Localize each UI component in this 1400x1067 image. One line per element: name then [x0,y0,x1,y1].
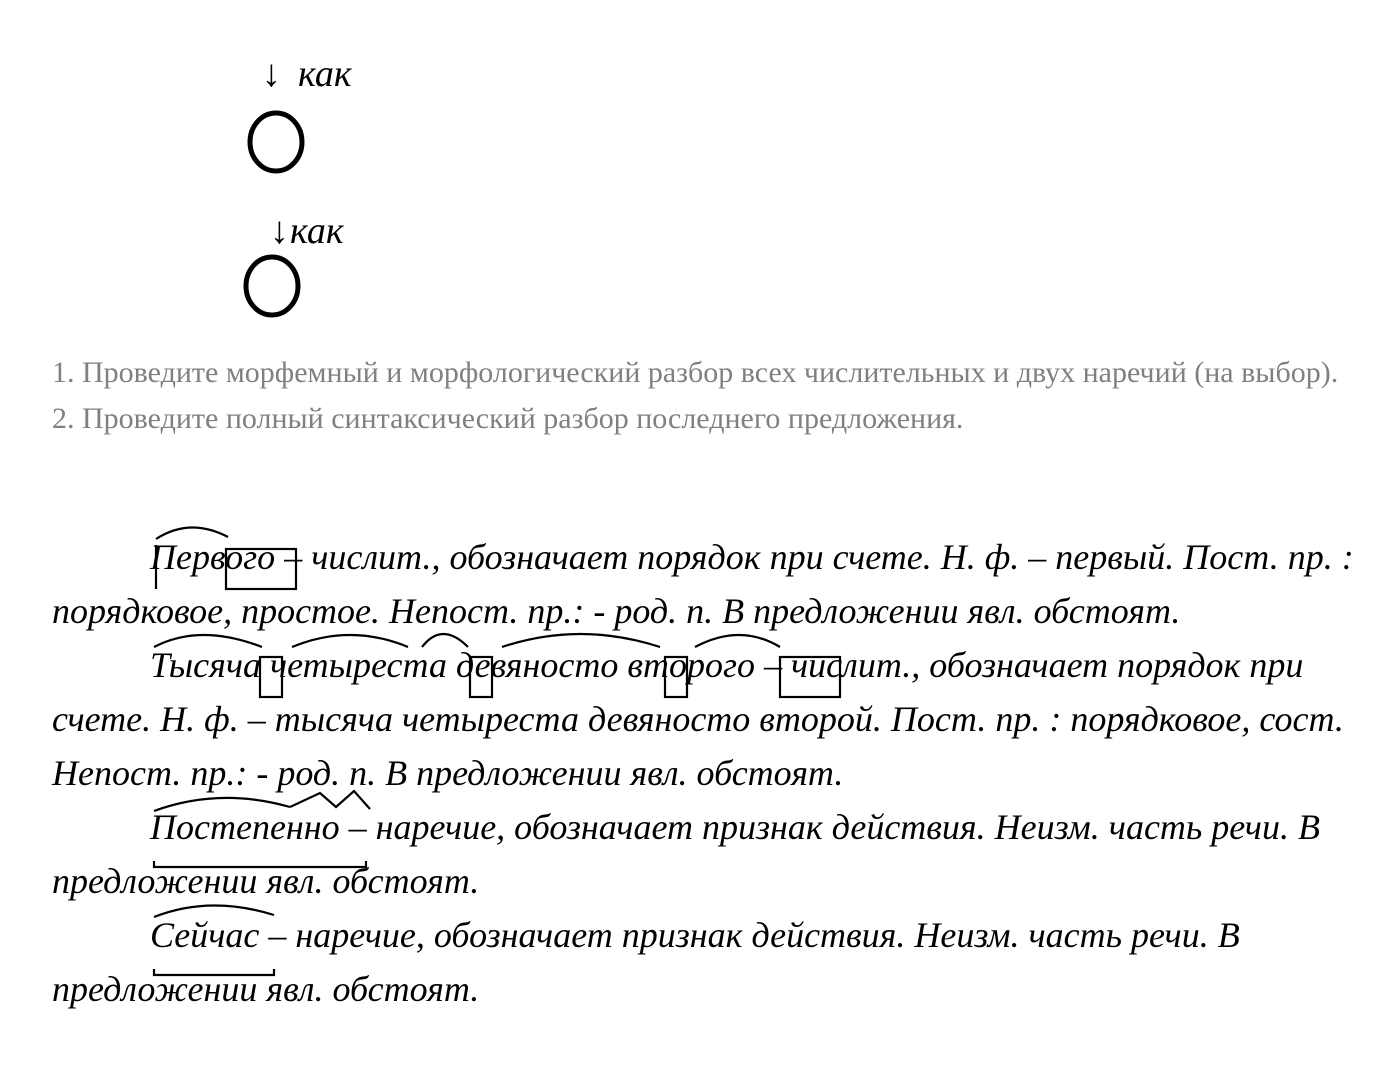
analysis-text-3: – наречие, обозначает признак действия. Неизм. часть речи. В предложении явл. обстоят. [52,807,1320,901]
analysis-text-4: – наречие, обозначает признак действия. Неизм. часть речи. В предложении явл. обстоят. [52,915,1240,1009]
analyzed-word-1-text: Первого [150,537,276,577]
adverbial-circle-2 [246,257,298,315]
scheme-question-2: как [290,210,344,252]
scheme-question-1: как [298,53,352,95]
analysis-paragraph-3 [52,800,1392,908]
analysis-text-2: – числит., обозначает порядок при счете. Н. ф. – тысяча четыреста девяносто второй. Пост. пр. : порядковое, сост. Непост. пр.: - род. п. В предложении явл. обстоят. [52,645,1344,793]
analyzed-word-2-text: Тысяча четыреста девяносто второго [150,645,755,685]
analyzed-word-4 [150,915,259,955]
scheme-node-2 [246,210,345,315]
analysis-paragraph-2 [52,638,1392,800]
morphological-analysis [52,530,1392,1016]
task-item-1: 1. Проведите морфемный и морфологический разбор всех числительных и двух наречий (на выбор). [52,356,1339,389]
analyzed-word-3-text: Постепенно [150,807,340,847]
scheme-arrow-2: ↓ [270,210,289,252]
task-list [52,350,1382,442]
analyzed-word-3 [150,807,340,847]
adverbial-circle-1 [250,113,302,171]
analysis-text-1: – числит., обозначает порядок при счете. Н. ф. – первый. Пост. пр. : порядковое, простое. Непост. пр.: - род. п. В предложении явл. обстоят. [52,537,1354,631]
analyzed-word-4-text: Сейчас [150,915,260,955]
task-item-2: 2. Проведите полный синтаксический разбор последнего предложения. [52,402,964,435]
scheme-arrow-1: ↓ [262,53,281,95]
analysis-paragraph-1 [52,530,1392,638]
sentence-scheme [0,0,1400,340]
analysis-paragraph-4 [52,908,1392,1016]
analyzed-word-2 [150,645,755,685]
scheme-node-1 [250,53,353,171]
analyzed-word-1 [150,537,275,577]
